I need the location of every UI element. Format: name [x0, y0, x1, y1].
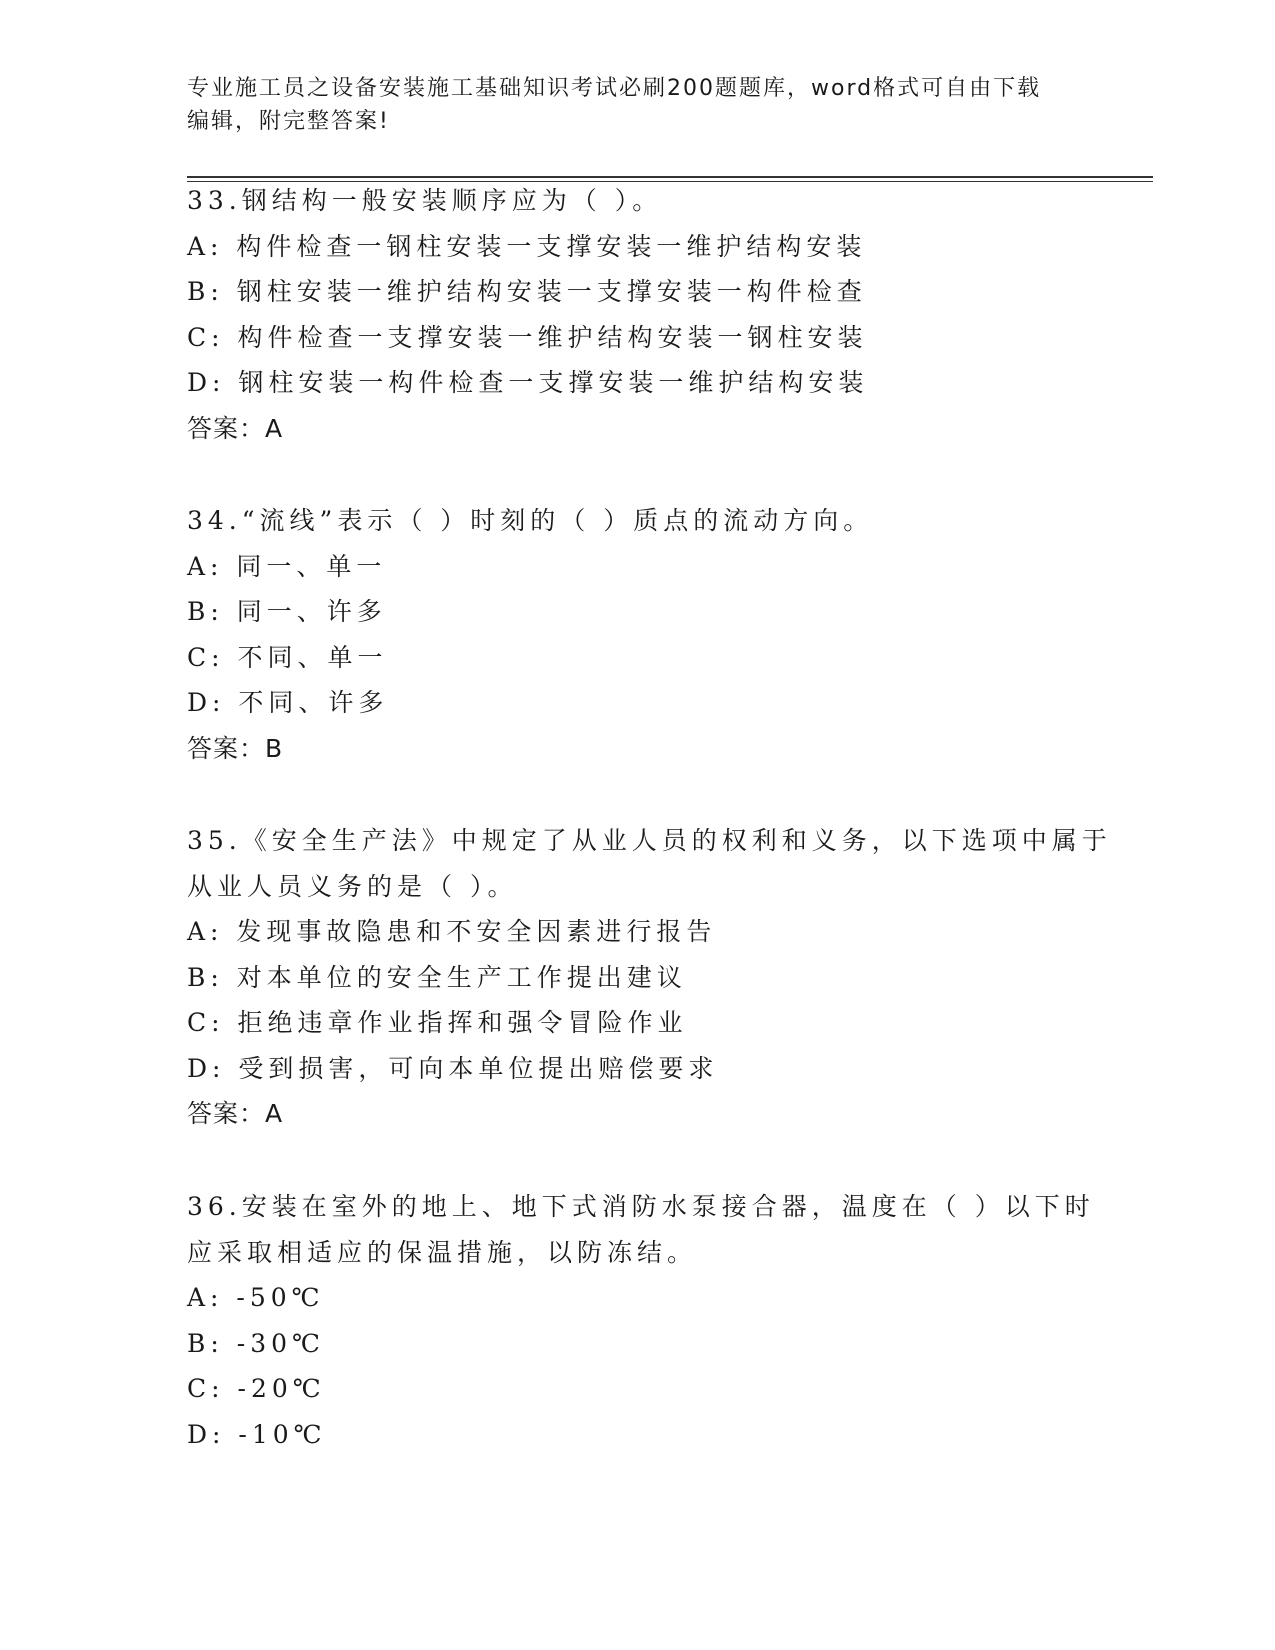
question-stem-line-2: 从业人员义务的是（ ）。: [187, 871, 518, 901]
answer: 答案：A: [187, 1099, 284, 1128]
header-title-line-1: 专业施工员之设备安装施工基础知识考试必刷200题题库，word格式可自由下载: [187, 76, 1042, 101]
question-stem-line-1: 36.安装在室外的地上、地下式消防水泵接合器，温度在（ ）以下时: [187, 1192, 1095, 1221]
option-b: B: 钢柱安装一维护结构安装一支撑安装一构件检查: [187, 277, 867, 306]
option-b: B: 对本单位的安全生产工作提出建议: [187, 962, 687, 992]
document-header: [187, 72, 1087, 138]
question-34: [187, 498, 1087, 771]
question-36: [187, 1184, 1095, 1457]
option-c: C: 拒绝违章作业指挥和强令冒险作业: [187, 1008, 688, 1037]
question-35: [187, 818, 1112, 1137]
option-a: A: 构件检查一钢柱安装一支撑安装一维护结构安装: [187, 231, 867, 261]
option-d: D: -10℃: [187, 1419, 327, 1449]
header-title-line-2: 编辑，附完整答案!: [187, 109, 390, 134]
question-stem-line-2: 应采取相适应的保温措施，以防冻结。: [187, 1237, 698, 1267]
option-b: B: 同一、许多: [187, 597, 387, 626]
option-d: D: 受到损害，可向本单位提出赔偿要求: [187, 1053, 719, 1083]
question-33: [187, 178, 1087, 451]
option-d: D: 钢柱安装一构件检查一支撑安装一维护结构安装: [187, 368, 869, 397]
option-b: B: -30℃: [187, 1328, 325, 1358]
option-d: D: 不同、许多: [187, 688, 389, 717]
option-c: C: 构件检查一支撑安装一维护结构安装一钢柱安装: [187, 322, 868, 352]
option-c: C: 不同、单一: [187, 642, 388, 672]
option-a: A: 发现事故隐患和不安全因素进行报告: [187, 917, 717, 946]
answer: 答案：B: [187, 733, 284, 763]
answer: 答案：A: [187, 413, 284, 443]
option-a: A: -50℃: [187, 1283, 325, 1312]
question-stem: 33.钢结构一般安装顺序应为（ ）。: [187, 186, 663, 215]
option-a: A: 同一、单一: [187, 551, 387, 581]
question-stem-line-1: 35.《安全生产法》中规定了从业人员的权利和义务，以下选项中属于: [187, 826, 1112, 855]
option-c: C: -20℃: [187, 1374, 326, 1403]
question-stem: 34.“流线”表示（ ）时刻的（ ）质点的流动方向。: [187, 506, 874, 535]
